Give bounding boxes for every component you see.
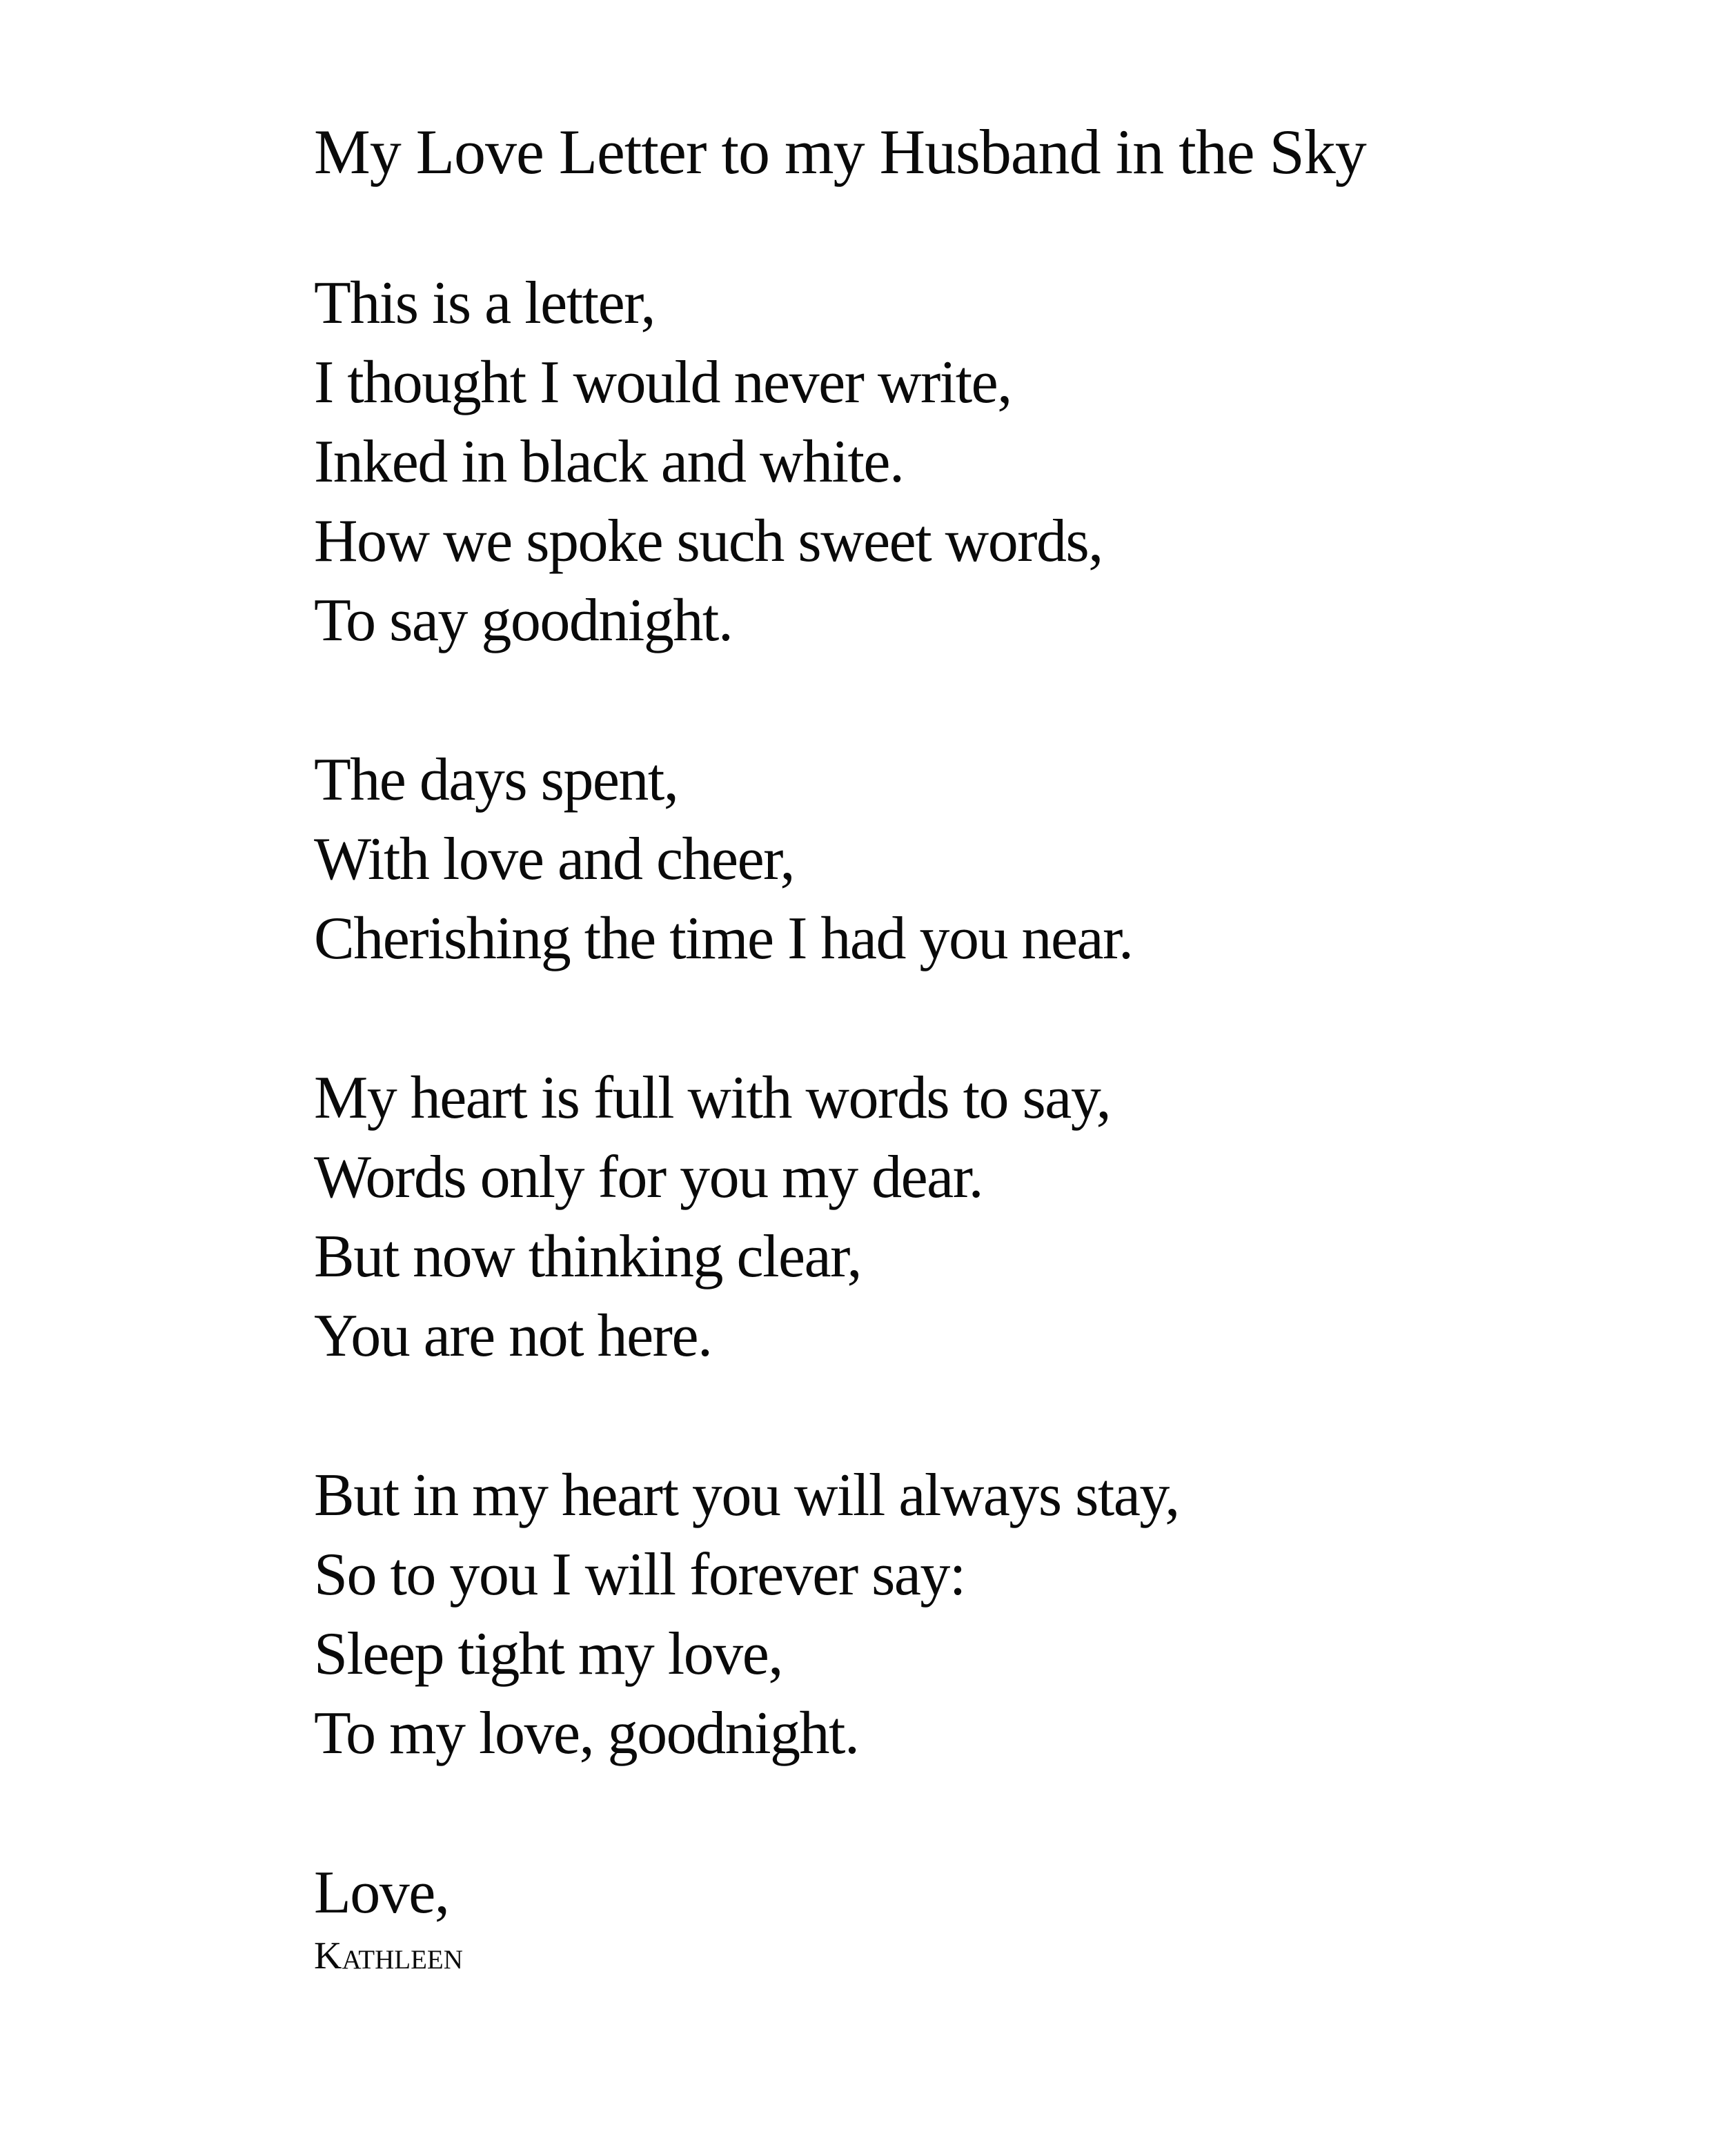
poem-line: To say goodnight.: [314, 587, 733, 654]
poem-line: The days spent,: [314, 746, 678, 813]
poem-line: Inked in black and white.: [314, 428, 904, 495]
poem-line: But in my heart you will always stay,: [314, 1462, 1179, 1529]
poem-line: I thought I would never write,: [314, 349, 1012, 416]
stanza-2: [314, 740, 1625, 978]
poem-line: You are not here.: [314, 1303, 712, 1369]
poem-line: My heart is full with words to say,: [314, 1065, 1111, 1131]
closing-text: Love,: [314, 1859, 449, 1926]
letter-closing: [314, 1853, 1625, 1977]
poem-line: So to you I will forever say:: [314, 1541, 965, 1608]
poem-line: To my love, goodnight.: [314, 1700, 859, 1767]
poem-line: Cherishing the time I had you near.: [314, 905, 1133, 972]
poem-line: Sleep tight my love,: [314, 1621, 782, 1688]
poem-line: Words only for you my dear.: [314, 1144, 983, 1211]
stanza-1: [314, 264, 1625, 660]
stanza-3: [314, 1058, 1625, 1376]
signature: Kathleen: [314, 1935, 463, 1977]
poem-line: This is a letter,: [314, 270, 655, 337]
poem-line: With love and cheer,: [314, 826, 794, 893]
letter-body: [314, 103, 1625, 1977]
stanza-4: [314, 1456, 1625, 1773]
poem-line: How we spoke such sweet words,: [314, 508, 1103, 575]
poem-line: But now thinking clear,: [314, 1223, 861, 1290]
letter-title: My Love Letter to my Husband in the Sky: [314, 117, 1366, 187]
